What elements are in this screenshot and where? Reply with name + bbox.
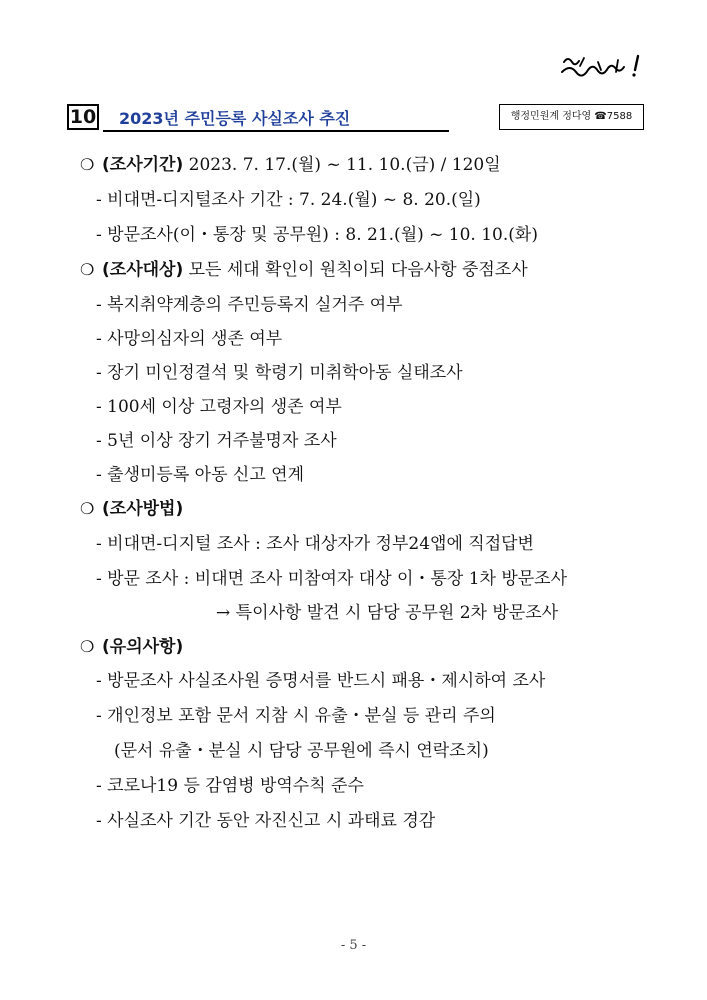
title-underline — [103, 130, 449, 132]
list-item: - 출생미등록 아동 신고 연계 — [96, 465, 305, 485]
section-label: (조사대상) — [102, 260, 184, 280]
circle-bullet-icon: ❍ — [80, 499, 95, 518]
section-title: 2023년 주민등록 사실조사 추진 — [119, 109, 351, 128]
slogan-logo — [558, 52, 648, 82]
list-item: - 비대면-디지털조사 기간 : 7. 24.(월) ~ 8. 20.(일) — [96, 190, 481, 210]
list-item: - 사실조사 기간 동안 자진신고 시 과태료 경감 — [96, 811, 436, 831]
section-label: (조사방법) — [102, 499, 184, 519]
section-method — [80, 498, 183, 520]
circle-bullet-icon: ❍ — [80, 155, 95, 174]
section-label: (유의사항) — [102, 637, 184, 657]
page-number: - 5 - — [340, 938, 367, 953]
list-item-continuation: (문서 유출・분실 시 담당 공무원에 즉시 연락조치) — [114, 741, 489, 761]
section-number: 10 — [67, 104, 99, 130]
section-label: (조사기간) — [102, 155, 184, 175]
contact-box: 행정민원계 정다영 ☎7588 — [499, 104, 644, 130]
list-item: - 복지취약계층의 주민등록지 실거주 여부 — [96, 295, 403, 315]
list-item: - 비대면-디지털 조사 : 조사 대상자가 정부24앱에 직접답변 — [96, 534, 534, 554]
section-header — [67, 104, 644, 132]
circle-bullet-icon: ❍ — [80, 260, 95, 279]
list-item: - 코로나19 등 감염병 방역수칙 준수 — [96, 776, 364, 796]
list-item: - 장기 미인정결석 및 학령기 미취학아동 실태조사 — [96, 363, 463, 383]
section-target — [80, 259, 528, 281]
list-item: - 개인정보 포함 문서 지참 시 유출・분실 등 관리 주의 — [96, 706, 496, 726]
circle-bullet-icon: ❍ — [80, 637, 95, 656]
list-item: - 5년 이상 장기 거주불명자 조사 — [96, 431, 337, 451]
section-text: 모든 세대 확인이 원칙이되 다음사항 중점조사 — [183, 260, 528, 280]
list-item-continuation: → 특이사항 발견 시 담당 공무원 2차 방문조사 — [216, 603, 559, 623]
section-period — [80, 154, 501, 176]
list-item: - 방문 조사 : 비대면 조사 미참여자 대상 이・통장 1차 방문조사 — [96, 569, 568, 589]
section-notes — [80, 636, 183, 658]
section-text: 2023. 7. 17.(월) ~ 11. 10.(금) / 120일 — [183, 155, 501, 175]
list-item: - 방문조사(이・통장 및 공무원) : 8. 21.(월) ~ 10. 10.(화) — [96, 225, 538, 245]
list-item: - 방문조사 사실조사원 증명서를 반드시 패용・제시하여 조사 — [96, 671, 546, 691]
list-item: - 100세 이상 고령자의 생존 여부 — [96, 397, 342, 417]
list-item: - 사망의심자의 생존 여부 — [96, 329, 283, 349]
